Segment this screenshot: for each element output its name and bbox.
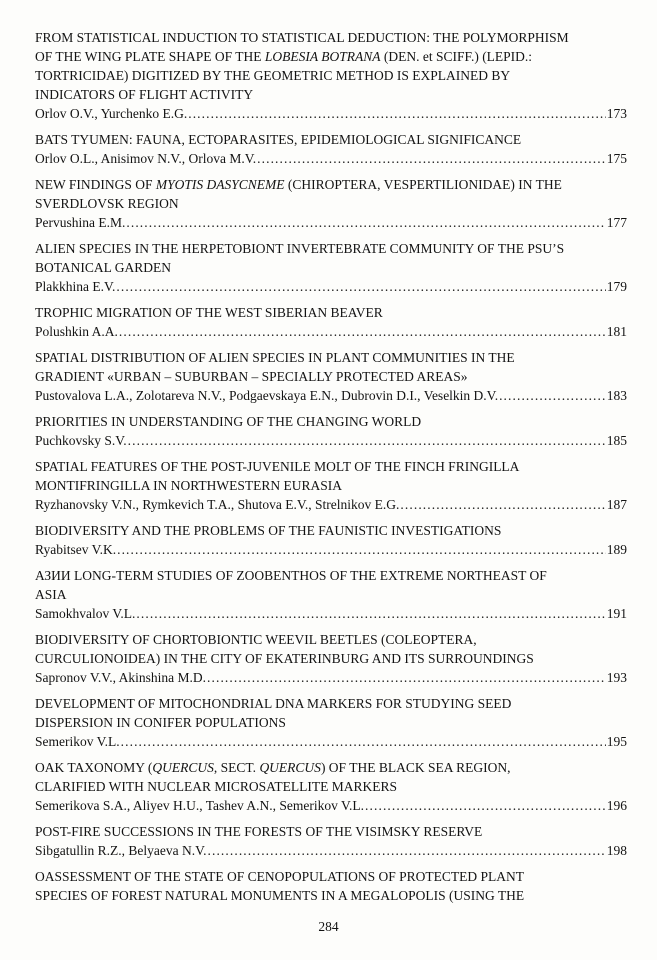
entry-authors: Sibgatullin R.Z., Belyaeva N.V. [35, 843, 207, 858]
title-segment: PRIORITIES IN UNDERSTANDING OF THE CHANGING WORLD [35, 414, 422, 429]
entry-page-number: 179 [606, 279, 627, 294]
entry-page-number: 177 [606, 215, 627, 230]
entry-page-number: 187 [606, 497, 627, 512]
entry-author-line [35, 495, 627, 514]
entry-title [35, 822, 627, 841]
entry-authors: Semerikova S.A., Aliyev H.U., Tashev A.N., Semerikov V.L. [35, 798, 365, 813]
toc-entry [35, 303, 627, 341]
entry-page-number: 175 [606, 151, 627, 166]
entry-authors: Ryabitsev V.K. [35, 542, 117, 557]
entry-title-line [35, 47, 627, 66]
title-segment: DEVELOPMENT OF MITOCHONDRIAL DNA MARKERS FOR STUDYING SEED [35, 696, 512, 711]
entry-title-line [35, 867, 627, 886]
title-segment: DISPERSION IN CONIFER POPULATIONS [35, 715, 286, 730]
entry-title [35, 130, 627, 149]
entry-authors: Pervushina E.M. [35, 215, 126, 230]
entry-title-line [35, 694, 627, 713]
title-segment: BIODIVERSITY AND THE PROBLEMS OF THE FAUNISTIC INVESTIGATIONS [35, 523, 502, 538]
dot-leader [207, 668, 606, 687]
title-segment: NEW FINDINGS OF [35, 177, 156, 192]
title-segment: QUERCUS [259, 760, 321, 775]
entry-title [35, 28, 627, 104]
entry-author-line [35, 796, 627, 815]
entry-title-line [35, 585, 627, 604]
title-segment: OAK TAXONOMY ( [35, 760, 153, 775]
toc-entry [35, 694, 627, 751]
dot-leader [119, 322, 606, 341]
entry-author-line [35, 540, 627, 559]
toc-entry [35, 130, 627, 168]
entry-title-line [35, 476, 627, 495]
dot-leader [208, 841, 606, 860]
entry-title-line [35, 758, 627, 777]
entry-title [35, 457, 627, 495]
entry-title [35, 303, 627, 322]
title-segment: SPATIAL FEATURES OF THE POST-JUVENILE MOLT OF THE FINCH FRINGILLA [35, 459, 520, 474]
dot-leader [116, 277, 605, 296]
entry-title-line [35, 66, 627, 85]
title-segment: POST-FIRE SUCCESSIONS IN THE FORESTS OF THE VISIMSKY RESERVE [35, 824, 483, 839]
toc-entry [35, 348, 627, 405]
title-segment: (CHIROPTERA, VESPERTILIONIDAE) IN THE [284, 177, 562, 192]
title-segment: , SECT. [213, 760, 260, 775]
toc-entry [35, 412, 627, 450]
entry-title-line [35, 886, 627, 905]
toc-entry [35, 566, 627, 623]
title-segment: АЗИИ LONG-TERM STUDIES OF ZOOBENTHOS OF THE EXTREME NORTHEAST OF [35, 568, 547, 583]
entry-page-number: 173 [606, 106, 627, 121]
entry-title-line [35, 777, 627, 796]
title-segment: TROPHIC MIGRATION OF THE WEST SIBERIAN BEAVER [35, 305, 383, 320]
title-segment: QUERCUS [152, 760, 214, 775]
entry-title-line [35, 85, 627, 104]
entry-title-line [35, 457, 627, 476]
entry-title [35, 867, 627, 905]
toc-entry [35, 758, 627, 815]
entry-title-line [35, 258, 627, 277]
entry-title-line [35, 713, 627, 732]
entry-title-line [35, 130, 627, 149]
dot-leader [128, 431, 606, 450]
entry-title-line [35, 649, 627, 668]
entry-page-number: 183 [606, 388, 627, 403]
title-segment: (DEN. et SCIFF.) (LEPID.: [380, 49, 533, 64]
entry-author-line [35, 431, 627, 450]
entry-title-line [35, 348, 627, 367]
entry-title [35, 175, 627, 213]
entry-author-line [35, 277, 627, 296]
title-segment: MONTIFRINGILLA IN NORTHWESTERN EURASIA [35, 478, 343, 493]
title-segment: TORTRICIDAE) DIGITIZED BY THE GEOMETRIC METHOD IS EXPLAINED BY [35, 68, 511, 83]
entry-page-number: 189 [606, 542, 627, 557]
toc-entry [35, 28, 627, 123]
title-segment: ) OF THE BLACK SEA REGION, [320, 760, 511, 775]
entry-authors: Pustovalova L.A., Zolotareva N.V., Podgaevskaya E.N., Dubrovin D.I., Veselkin D.V. [35, 388, 499, 403]
entry-author-line [35, 104, 627, 123]
entry-authors: Plakkhina E.V. [35, 279, 116, 294]
entry-title [35, 348, 627, 386]
dot-leader [188, 104, 606, 123]
entry-title-line [35, 175, 627, 194]
entry-author-line [35, 841, 627, 860]
entry-authors: Ryzhanovsky V.N., Rymkevich T.A., Shutova E.V., Strelnikov E.G. [35, 497, 400, 512]
entry-title-line [35, 822, 627, 841]
toc-entry [35, 822, 627, 860]
title-segment: MYOTIS DASYCNEME [155, 177, 285, 192]
entry-author-line [35, 386, 627, 405]
title-segment: ALIEN SPECIES IN THE HERPETOBIONT INVERTEBRATE COMMUNITY OF THE PSU’S [35, 241, 565, 256]
dot-leader [365, 796, 606, 815]
dot-leader [121, 732, 606, 751]
entry-authors: Polushkin A.A. [35, 324, 118, 339]
title-segment: FROM STATISTICAL INDUCTION TO STATISTICAL DEDUCTION: THE POLYMORPHISM [35, 30, 569, 45]
entry-title-line [35, 367, 627, 386]
entry-page-number: 185 [606, 433, 627, 448]
title-segment: INDICATORS OF FLIGHT ACTIVITY [35, 87, 254, 102]
title-segment: SPATIAL DISTRIBUTION OF ALIEN SPECIES IN PLANT COMMUNITIES IN THE [35, 350, 515, 365]
title-segment: SVERDLOVSK REGION [35, 196, 179, 211]
title-segment: GRADIENT «URBAN – SUBURBAN – SPECIALLY PROTECTED AREAS» [35, 369, 468, 384]
dot-leader [126, 213, 605, 232]
entry-page-number: 195 [606, 734, 627, 749]
entry-authors: Semerikov V.L. [35, 734, 120, 749]
entry-author-line [35, 604, 627, 623]
entry-title [35, 758, 627, 796]
title-segment: BOTANICAL GARDEN [35, 260, 172, 275]
title-segment: ASIA [35, 587, 67, 602]
entry-author-line [35, 213, 627, 232]
dot-leader [400, 495, 605, 514]
toc-entry [35, 239, 627, 296]
title-segment: BIODIVERSITY OF CHORTOBIONTIC WEEVIL BEETLES (COLEOPTERA, [35, 632, 477, 647]
title-segment: CLARIFIED WITH NUCLEAR MICROSATELLITE MARKERS [35, 779, 397, 794]
title-segment: LOBESIA BOTRANA [264, 49, 381, 64]
entry-author-line [35, 149, 627, 168]
title-segment: CURCULIONOIDEA) IN THE CITY OF EKATERINBURG AND ITS SURROUNDINGS [35, 651, 534, 666]
entry-title [35, 521, 627, 540]
entry-authors: Sapronov V.V., Akinshina M.D. [35, 670, 207, 685]
entry-title [35, 566, 627, 604]
page-number: 284 [318, 919, 339, 934]
toc-entry [35, 457, 627, 514]
entry-page-number: 193 [606, 670, 627, 685]
toc-list [35, 28, 627, 905]
entry-title-line [35, 239, 627, 258]
entry-title [35, 694, 627, 732]
toc-entry [35, 521, 627, 559]
entry-author-line [35, 322, 627, 341]
entry-page-number: 198 [606, 843, 627, 858]
entry-authors: Puchkovsky S.V. [35, 433, 127, 448]
dot-leader [136, 604, 605, 623]
entry-title [35, 412, 627, 431]
entry-title-line [35, 521, 627, 540]
entry-title [35, 239, 627, 277]
entry-author-line [35, 732, 627, 751]
title-segment: BATS TYUMEN: FAUNA, ECTOPARASITES, EPIDEMIOLOGICAL SIGNIFICANCE [35, 132, 522, 147]
title-segment: OASSESSMENT OF THE STATE OF CENOPOPULATIONS OF PROTECTED PLANT [35, 869, 524, 884]
toc-entry [35, 867, 627, 905]
entry-title-line [35, 566, 627, 585]
entry-title [35, 630, 627, 668]
entry-title-line [35, 194, 627, 213]
entry-page-number: 181 [606, 324, 627, 339]
title-segment: SPECIES OF FOREST NATURAL MONUMENTS IN A MEGALOPOLIS (USING THE [35, 888, 525, 903]
toc-entry [35, 175, 627, 232]
dot-leader [117, 540, 606, 559]
entry-authors: Orlov O.L., Anisimov N.V., Orlova M.V. [35, 151, 257, 166]
dot-leader [257, 149, 606, 168]
entry-title-line [35, 28, 627, 47]
entry-title-line [35, 412, 627, 431]
title-segment: OF THE WING PLATE SHAPE OF THE [35, 49, 265, 64]
entry-authors: Samokhvalov V.L. [35, 606, 136, 621]
entry-page-number: 191 [606, 606, 627, 621]
entry-title-line [35, 630, 627, 649]
dot-leader [499, 386, 606, 405]
toc-entry [35, 630, 627, 687]
entry-author-line [35, 668, 627, 687]
entry-title-line [35, 303, 627, 322]
entry-authors: Orlov O.V., Yurchenko E.G. [35, 106, 188, 121]
entry-page-number: 196 [606, 798, 627, 813]
